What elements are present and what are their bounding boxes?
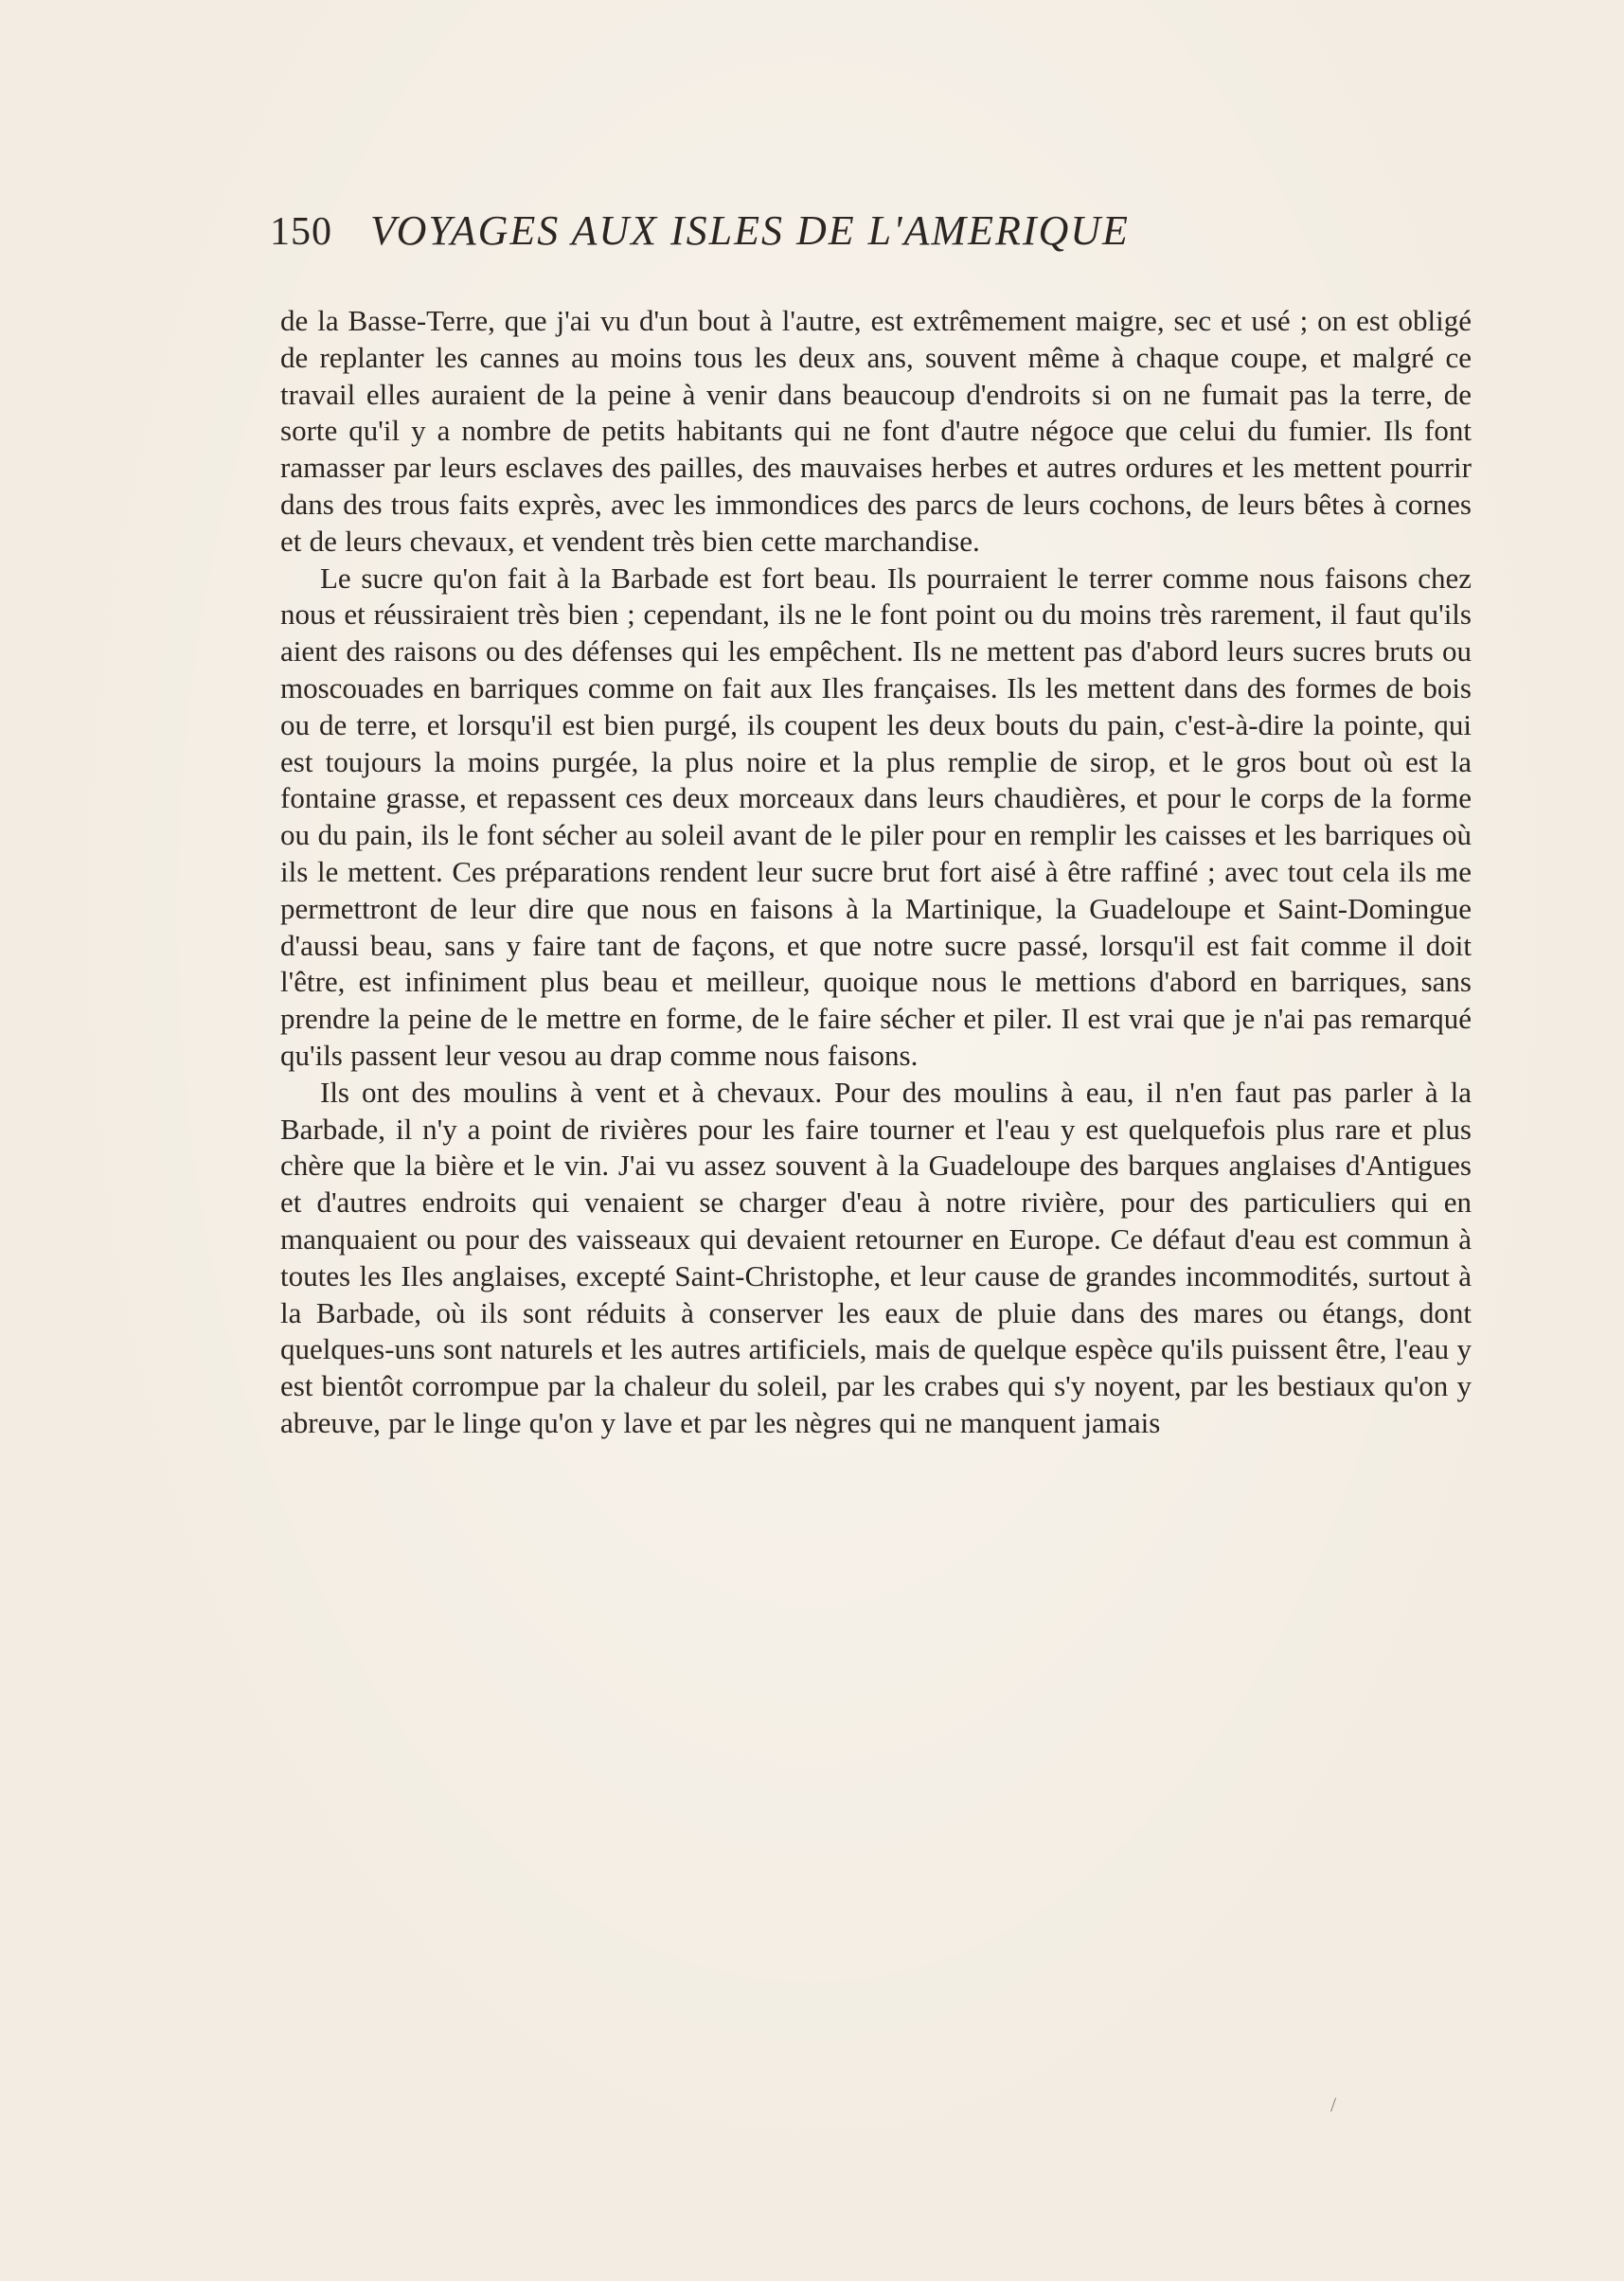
book-title: VOYAGES AUX ISLES DE L'AMERIQUE bbox=[370, 207, 1130, 254]
running-head bbox=[270, 206, 1387, 273]
body-text bbox=[280, 303, 1472, 1442]
paper-speck: / bbox=[1330, 2093, 1337, 2116]
paragraph-sucre: Le sucre qu'on fait à la Barbade est fort beau. Ils pourraient le terrer comme nous faisons chez nous et réussiraient très bien ; cependant, ils ne le font point ou du moins très rarement, il faut qu'ils aient des raisons ou des défenses qui les empêchent. Ils ne mettent pas d'abord leurs sucres bruts ou moscouades en barriques comme on fait aux Iles françaises. Ils les mettent dans des formes de bois ou de terre, et lorsqu'il est bien purgé, ils coupent les deux bouts du pain, c'est-à-dire la pointe, qui est toujours la moins purgée, la plus noire et la plus remplie de sirop, et le gros bout où est la fontaine grasse, et repassent ces deux morceaux dans leurs chaudières, et pour le corps de la forme ou du pain, ils le font sécher au soleil avant de le piler pour en remplir les caisses et les barriques où ils le mettent. Ces préparations rendent leur sucre brut fort aisé à être raffiné ; avec tout cela ils me permettront de leur dire que nous en faisons à la Martinique, la Guadeloupe et Saint-Domingue d'aussi beau, sans y faire tant de façons, et que notre sucre passé, lorsqu'il est fait comme il doit l'être, est infiniment plus beau et meilleur, quoique nous le mettions d'abord en barriques, sans prendre la peine de le mettre en forme, de le faire sécher et piler. Il est vrai que je n'ai pas remarqué qu'ils passent leur vesou au drap comme nous faisons. bbox=[280, 561, 1472, 1072]
paragraph-continued: de la Basse-Terre, que j'ai vu d'un bout à l'autre, est extrêmement maigre, sec et usé ; on est obligé de replanter les cannes au moins tous les deux ans, souvent même à chaque coupe, et malgré ce travail elles auraient de la peine à venir dans beaucoup d'endroits si on ne fumait pas la terre, de sorte qu'il y a nombre de petits habitants qui ne font d'autre négoce que celui du fumier. Ils font ramasser par leurs esclaves des pailles, des mauvaises herbes et autres ordures et les mettent pourrir dans des trous faits exprès, avec les immondices des parcs de leurs cochons, de leurs bêtes à cornes et de leurs chevaux, et vendent très bien cette marchandise. bbox=[280, 304, 1472, 558]
paragraph-moulins: Ils ont des moulins à vent et à chevaux. Pour des moulins à eau, il n'en faut pas parler à la Barbade, il n'y a point de rivières pour les faire tourner et l'eau y est quelquefois plus rare et plus chère que la bière et le vin. J'ai vu assez souvent à la Guadeloupe des barques anglaises d'Antigues et d'autres endroits qui venaient se charger d'eau à notre rivière, pour des particuliers qui en manquaient ou pour des vaisseaux qui devaient retourner en Europe. Ce défaut d'eau est commun à toutes les Iles anglaises, excepté Saint-Christophe, et leur cause de grandes incommodités, surtout à la Barbade, où ils sont réduits à conserver les eaux de pluie dans des mares ou étangs, dont quelques-uns sont naturels et les autres artificiels, mais de quelque espèce qu'ils puissent être, l'eau y est bientôt corrompue par la chaleur du soleil, par les crabes qui s'y noyent, par les bestiaux qu'on y abreuve, par le linge qu'on y lave et par les nègres qui ne manquent jamais bbox=[280, 1075, 1472, 1439]
page-number: 150 bbox=[270, 210, 332, 254]
